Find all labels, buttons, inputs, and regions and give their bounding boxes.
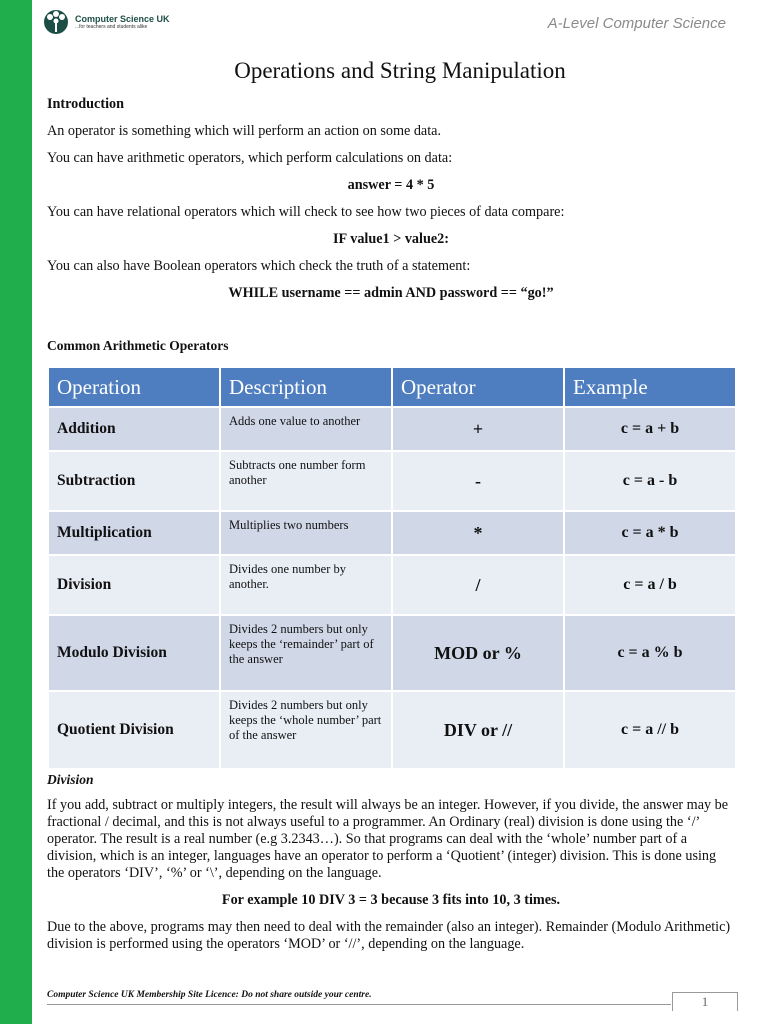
example-cell: c = a // b xyxy=(564,691,736,769)
division-paragraph-1: If you add, subtract or multiply integers, the result will always be an integer. However, if you divide, the answer may be fractional / decimal, and this is not always useful to a programmer. An Ordinary (real) division is done using the ‘/’ operator. The result is a real number (e.g 3.2343…). So that programs can deal with the ‘whole’ number part of a division, which is an integer, languages have an operator to perform a ‘Quotient’ (integer) division. This is done using the operators ‘DIV’, ‘%’ or ‘\’, depending on the language. xyxy=(47,797,729,881)
document-body xyxy=(47,96,735,953)
header-operator: Operator xyxy=(392,367,564,407)
footer-divider xyxy=(47,1004,671,1005)
logo xyxy=(40,8,200,36)
operator-cell: - xyxy=(392,451,564,511)
operator-cell: + xyxy=(392,407,564,451)
table-row xyxy=(48,451,736,511)
arithmetic-operators-table xyxy=(47,366,737,770)
operation-cell: Subtraction xyxy=(48,451,220,511)
division-example: For example 10 DIV 3 = 3 because 3 fits into 10, 3 times. xyxy=(221,892,561,908)
description-cell: Adds one value to another xyxy=(220,407,392,451)
example-cell: c = a / b xyxy=(564,555,736,615)
footer-licence: Computer Science UK Membership Site Licence: Do not share outside your centre. xyxy=(47,990,372,1000)
operator-cell: * xyxy=(392,511,564,555)
header-course-title: A-Level Computer Science xyxy=(547,15,726,32)
description-cell: Multiplies two numbers xyxy=(220,511,392,555)
operation-cell: Division xyxy=(48,555,220,615)
boolean-example: WHILE username == admin AND password == “go!” xyxy=(228,285,554,301)
relational-example: IF value1 > value2: xyxy=(333,231,449,247)
example-cell: c = a % b xyxy=(564,615,736,691)
table-header-row xyxy=(48,367,736,407)
example-cell: c = a + b xyxy=(564,407,736,451)
table-row xyxy=(48,691,736,769)
arithmetic-example: answer = 4 * 5 xyxy=(347,177,435,193)
operation-cell: Quotient Division xyxy=(48,691,220,769)
operation-cell: Addition xyxy=(48,407,220,451)
description-cell: Divides one number by another. xyxy=(220,555,392,615)
description-cell: Subtracts one number form another xyxy=(220,451,392,511)
description-cell: Divides 2 numbers but only keeps the ‘remainder’ part of the answer xyxy=(220,615,392,691)
intro-paragraph-3: You can have relational operators which will check to see how two pieces of data compare: xyxy=(47,204,565,220)
intro-paragraph-1: An operator is something which will perform an action on some data. xyxy=(47,123,442,139)
description-cell: Divides 2 numbers but only keeps the ‘whole number’ part of the answer xyxy=(220,691,392,769)
intro-paragraph-2: You can have arithmetic operators, which perform calculations on data: xyxy=(47,150,453,166)
operation-cell: Multiplication xyxy=(48,511,220,555)
operator-cell: / xyxy=(392,555,564,615)
operator-cell: MOD or % xyxy=(392,615,564,691)
side-accent-bar xyxy=(0,0,32,1024)
logo-tree-icon xyxy=(40,9,72,35)
arithmetic-heading: Common Arithmetic Operators xyxy=(47,338,229,353)
header-example: Example xyxy=(564,367,736,407)
page-number: 1 xyxy=(672,992,738,1011)
table-row xyxy=(48,407,736,451)
example-cell: c = a * b xyxy=(564,511,736,555)
example-cell: c = a - b xyxy=(564,451,736,511)
header-operation: Operation xyxy=(48,367,220,407)
operator-cell: DIV or // xyxy=(392,691,564,769)
division-heading: Division xyxy=(47,772,94,787)
operation-cell: Modulo Division xyxy=(48,615,220,691)
header-description: Description xyxy=(220,367,392,407)
table-row xyxy=(48,615,736,691)
table-row xyxy=(48,511,736,555)
intro-paragraph-4: You can also have Boolean operators which check the truth of a statement: xyxy=(47,258,471,274)
table-row xyxy=(48,555,736,615)
logo-tagline: ...for teachers and students alike xyxy=(75,23,148,30)
division-paragraph-2: Due to the above, programs may then need to deal with the remainder (also an integer). Remainder (Modulo Arithmetic) division is performed using the operators ‘MOD’ or ‘//’, depending on the language. xyxy=(47,919,731,952)
page-title: Operations and String Manipulation xyxy=(234,58,566,83)
intro-heading: Introduction xyxy=(47,96,124,112)
logo-name: Computer Science UK xyxy=(75,13,170,24)
